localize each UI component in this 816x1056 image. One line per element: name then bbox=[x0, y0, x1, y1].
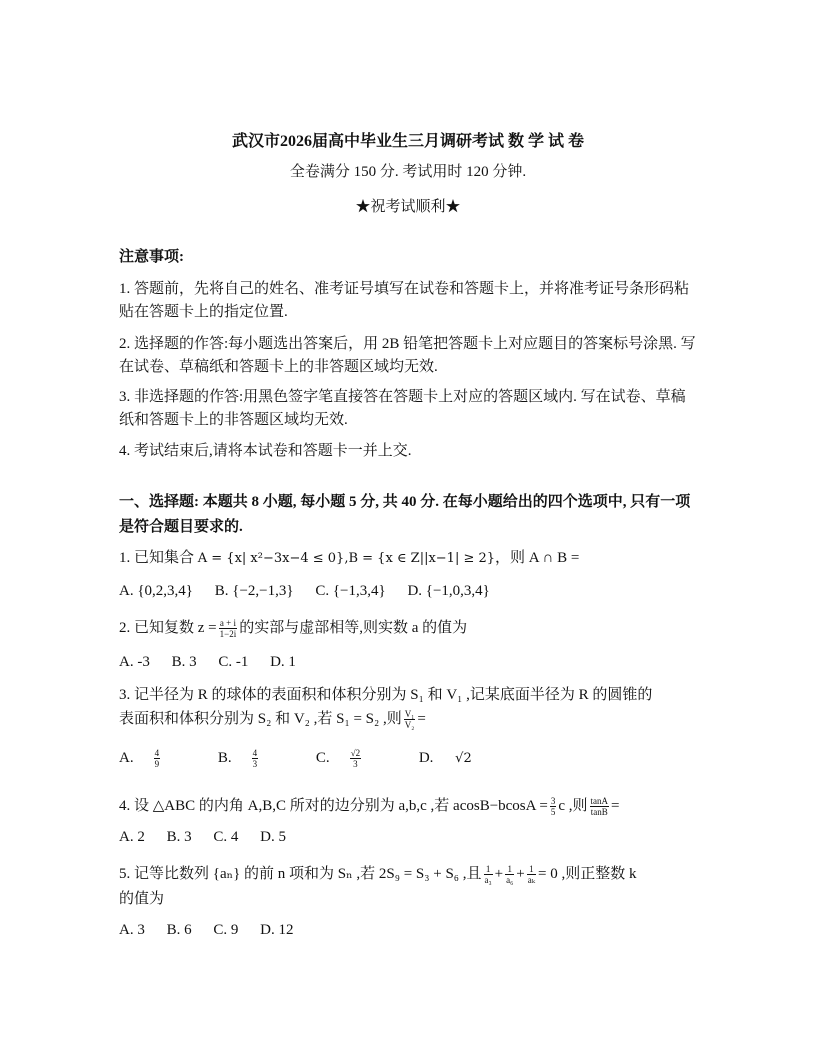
fraction-numerator: 1 bbox=[484, 864, 493, 875]
fraction-denominator: 3 bbox=[252, 759, 258, 769]
question-text: 1. 已知集合 bbox=[119, 550, 198, 566]
question-4 bbox=[119, 794, 704, 818]
exam-info: 全卷满分 150 分. 考试用时 120 分钟. bbox=[289, 164, 527, 180]
math-fraction bbox=[527, 864, 536, 885]
option-c bbox=[315, 748, 397, 769]
option-d bbox=[419, 750, 490, 766]
fraction-numerator: tanA bbox=[590, 796, 609, 807]
option-label: A. bbox=[119, 749, 134, 766]
option-a: A. -3 bbox=[119, 654, 150, 670]
question-4-options bbox=[119, 829, 304, 846]
notice-item: 2. 选择题的作答:每小题选出答案后，用 2B 铅笔把答题卡上对应题目的答案标号涂黑. 写在试卷、草稿纸和答题卡上的非答题区域均无效. bbox=[119, 336, 696, 375]
option-label: C. bbox=[315, 749, 330, 766]
fraction-numerator: √2 bbox=[350, 748, 361, 758]
math-fraction bbox=[505, 864, 514, 885]
question-text: 2. 已知复数 z = bbox=[119, 620, 217, 636]
option-b: B. 6 bbox=[166, 922, 192, 938]
question-text: = bbox=[611, 798, 620, 814]
option-value: √2 bbox=[455, 750, 472, 766]
question-3-options bbox=[119, 748, 508, 769]
question-5-line-2: 的值为 bbox=[119, 891, 165, 907]
question-text: 5. 记等比数列 {aₙ} 的前 n 项和为 Sₙ ,若 2S₉ = S₃ + S₆ ,且 bbox=[119, 866, 482, 882]
question-3-line-1: 3. 记半径为 R 的球体的表面积和体积分别为 S₁ 和 V₁ ,记某底面半径为 R 的圆锥的 bbox=[119, 687, 653, 703]
option-c: C. 4 bbox=[213, 829, 239, 845]
question-1-options bbox=[119, 583, 508, 600]
option-label: B. bbox=[217, 749, 232, 766]
math-set-b: ,B = {x ∈ Z||x−1| ≥ 2} bbox=[344, 551, 496, 566]
fraction-numerator: 3 bbox=[550, 796, 556, 807]
fraction-denominator: 1−2i bbox=[219, 629, 237, 640]
option-d: D. 12 bbox=[260, 922, 294, 938]
option-d: D. 5 bbox=[260, 829, 286, 845]
question-2 bbox=[119, 616, 704, 640]
notice-item: 4. 考试结束后,请将本试卷和答题卡一并上交. bbox=[119, 443, 412, 459]
section-heading: 一、选择题: 本题共 8 小题, 每小题 5 分, 共 40 分. 在每小题给出的四个选项中, 只有一项 是符合题目要求的. bbox=[119, 494, 691, 535]
notice-item: 3. 非选择题的作答:用黑色签字笔直接答在答题卡上对应的答题区域内. 写在试卷、草稿纸和答题卡上的非答题区域均无效. bbox=[119, 389, 686, 428]
fraction-denominator: 9 bbox=[154, 759, 160, 769]
math-fraction bbox=[252, 748, 277, 769]
question-text: 4. 设 △ABC 的内角 A,B,C 所对的边分别为 a,b,c ,若 acosB−bcosA = bbox=[119, 798, 548, 814]
math-fraction bbox=[404, 709, 416, 730]
question-text: = 0 ,则正整数 k bbox=[538, 866, 637, 882]
option-b: B. 3 bbox=[166, 829, 192, 845]
question-text: 的实部与虚部相等,则实数 a 的值为 bbox=[239, 620, 468, 636]
option-c: C. 9 bbox=[213, 922, 239, 938]
notice-item: 1. 答题前，先将自己的姓名、准考证号填写在试卷和答题卡上，并将准考证号条形码粘贴在答题卡上的指定位置. bbox=[119, 281, 690, 320]
question-text: c ,则 bbox=[558, 798, 588, 814]
option-a: A. 3 bbox=[119, 922, 145, 938]
math-fraction bbox=[590, 796, 610, 817]
good-luck-line: ★祝考试顺利★ bbox=[355, 199, 461, 215]
option-b: B. 3 bbox=[171, 654, 197, 670]
option-c: C. {−1,3,4} bbox=[315, 583, 386, 599]
fraction-denominator: a₆ bbox=[506, 875, 514, 886]
math-set-a: A = {x| x²−3x−4 ≤ 0} bbox=[197, 551, 345, 566]
option-d: D. 1 bbox=[270, 654, 296, 670]
option-a: A. 2 bbox=[119, 829, 145, 845]
fraction-numerator: 1 bbox=[527, 864, 536, 875]
fraction-numerator: a + i bbox=[219, 618, 236, 629]
option-d: D. {−1,0,3,4} bbox=[407, 583, 490, 599]
math-fraction bbox=[550, 796, 557, 817]
option-label: D. bbox=[418, 749, 434, 766]
fraction-denominator: aₖ bbox=[527, 875, 536, 886]
fraction-denominator: 3 bbox=[353, 759, 358, 769]
fraction-denominator: V₂ bbox=[404, 720, 415, 731]
option-c: C. -1 bbox=[218, 654, 249, 670]
fraction-denominator: 5 bbox=[550, 807, 556, 818]
page-title: 武汉市2026届高中毕业生三月调研考试 数 学 试 卷 bbox=[231, 133, 584, 150]
question-5: 5. 记等比数列 {aₙ} 的前 n 项和为 Sₙ ,若 2S₉ = S₃ + S₆ ,且 $\frac{1}{\text{a₃}}$ + $\frac{1}{\text{a₆}}$ + $\frac{1}{\text{aₖ}}$ = 0 ,则正整数 k bbox=[119, 864, 637, 886]
notice-heading: 注意事项: bbox=[119, 249, 184, 265]
question-text: ，则 A ∩ B = bbox=[495, 550, 580, 566]
fraction-numerator: 4 bbox=[154, 748, 160, 758]
option-a: A. {0,2,3,4} bbox=[119, 583, 193, 599]
question-3-line-2 bbox=[119, 707, 704, 731]
fraction-numerator: 1 bbox=[505, 864, 514, 875]
question-text: 表面积和体积分别为 S₂ 和 V₂ ,若 S₁ = S₂ ,则 bbox=[119, 711, 402, 727]
option-a bbox=[119, 748, 196, 769]
question-text: = bbox=[417, 711, 426, 727]
math-fraction bbox=[219, 618, 238, 639]
question-2-options bbox=[119, 654, 314, 671]
option-b: B. {−2,−1,3} bbox=[214, 583, 294, 599]
math-fraction bbox=[350, 748, 379, 769]
fraction-denominator: tanB bbox=[590, 807, 608, 818]
option-b bbox=[217, 748, 294, 769]
math-fraction bbox=[154, 748, 179, 769]
fraction-numerator: V₁ bbox=[404, 709, 415, 720]
math-fraction bbox=[484, 864, 493, 885]
fraction-numerator: 4 bbox=[252, 748, 258, 758]
fraction-denominator: a₃ bbox=[484, 875, 492, 886]
question-1 bbox=[119, 546, 704, 571]
question-5-options bbox=[119, 922, 311, 939]
